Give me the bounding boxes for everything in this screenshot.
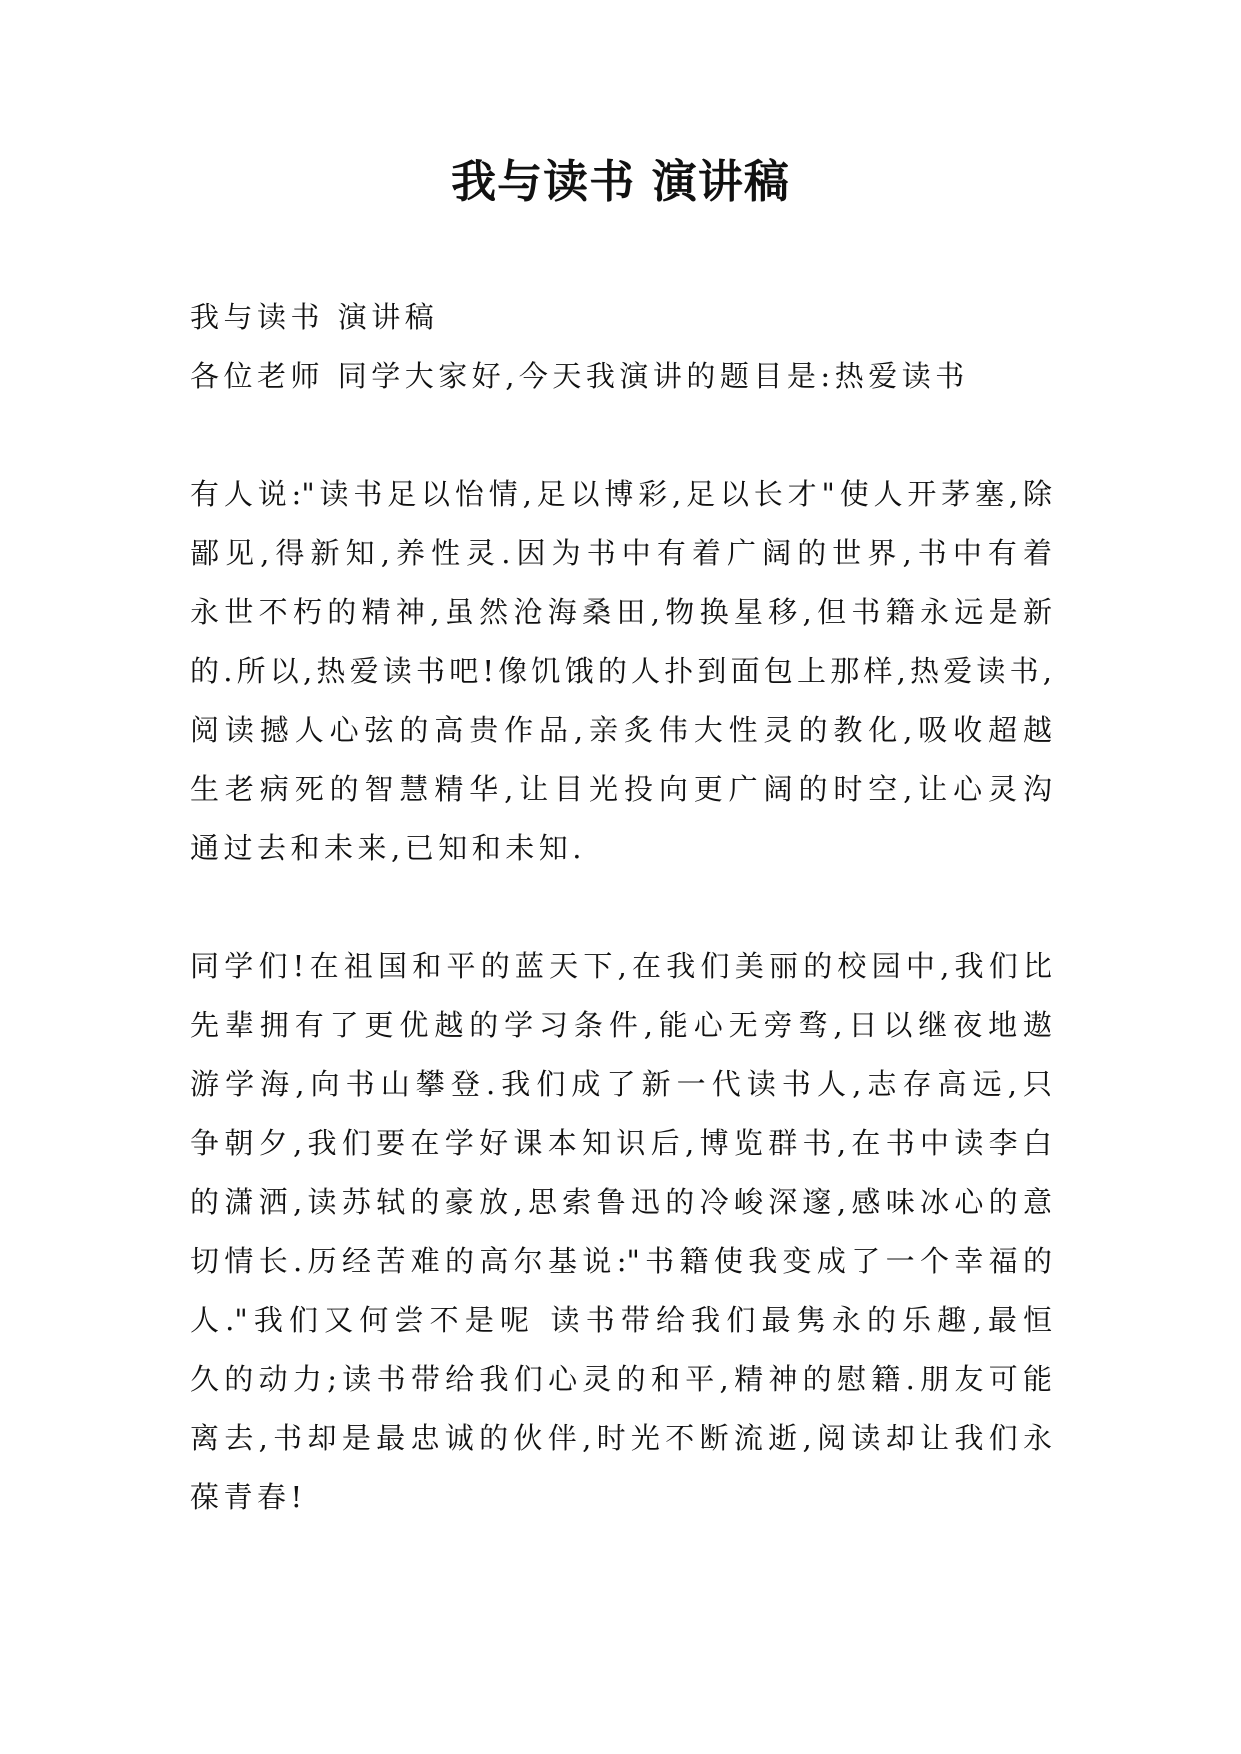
paragraph-spacer <box>190 406 1052 465</box>
document-title: 我与读书 演讲稿 <box>451 155 790 208</box>
paragraph-1-line-2: 鄙见,得新知,养性灵.因为书中有着广阔的世界,书中有着 <box>190 536 1052 570</box>
paragraph-2-line-9: 离去,书却是最忠诚的伙伴,时光不断流逝,阅读却让我们永 <box>190 1421 1052 1455</box>
paragraph-2-line-2: 先辈拥有了更优越的学习条件,能心无旁骛,日以继夜地遨 <box>190 1008 1052 1042</box>
paragraph-2-line-10: 葆青春! <box>190 1480 307 1514</box>
document-body <box>190 288 1052 1527</box>
paragraph-2-line-5: 的潇洒,读苏轼的豪放,思索鲁迅的冷峻深邃,感味冰心的意 <box>190 1185 1052 1219</box>
paragraph-2-line-8: 久的动力;读书带给我们心灵的和平,精神的慰籍.朋友可能 <box>190 1362 1052 1396</box>
paragraph-1-line-7: 通过去和未来,已知和未知. <box>190 831 586 865</box>
subtitle-line: 我与读书 演讲稿 <box>190 300 439 334</box>
paragraph-1-line-3: 永世不朽的精神,虽然沧海桑田,物换星移,但书籍永远是新 <box>190 595 1052 629</box>
paragraph-2-line-3: 游学海,向书山攀登.我们成了新一代读书人,志存高远,只 <box>190 1067 1052 1101</box>
paragraph-2-line-6: 切情长.历经苦难的高尔基说:"书籍使我变成了一个幸福的 <box>190 1244 1052 1278</box>
paragraph-1-line-6: 生老病死的智慧精华,让目光投向更广阔的时空,让心灵沟 <box>190 772 1052 806</box>
paragraph-2-line-7: 人."我们又何尝不是呢 读书带给我们最隽永的乐趣,最恒 <box>190 1303 1052 1337</box>
paragraph-2-line-4: 争朝夕,我们要在学好课本知识后,博览群书,在书中读李白 <box>190 1126 1052 1160</box>
paragraph-spacer <box>190 878 1052 937</box>
paragraph-1-line-4: 的.所以,热爱读书吧!像饥饿的人扑到面包上那样,热爱读书, <box>190 654 1052 688</box>
greeting-line: 各位老师 同学大家好,今天我演讲的题目是:热爱读书 <box>190 359 969 393</box>
paragraph-1-line-5: 阅读撼人心弦的高贵作品,亲炙伟大性灵的教化,吸收超越 <box>190 713 1052 747</box>
paragraph-2-line-1: 同学们!在祖国和平的蓝天下,在我们美丽的校园中,我们比 <box>190 949 1052 983</box>
paragraph-1-line-1: 有人说:"读书足以怡情,足以博彩,足以长才"使人开茅塞,除 <box>190 477 1052 511</box>
